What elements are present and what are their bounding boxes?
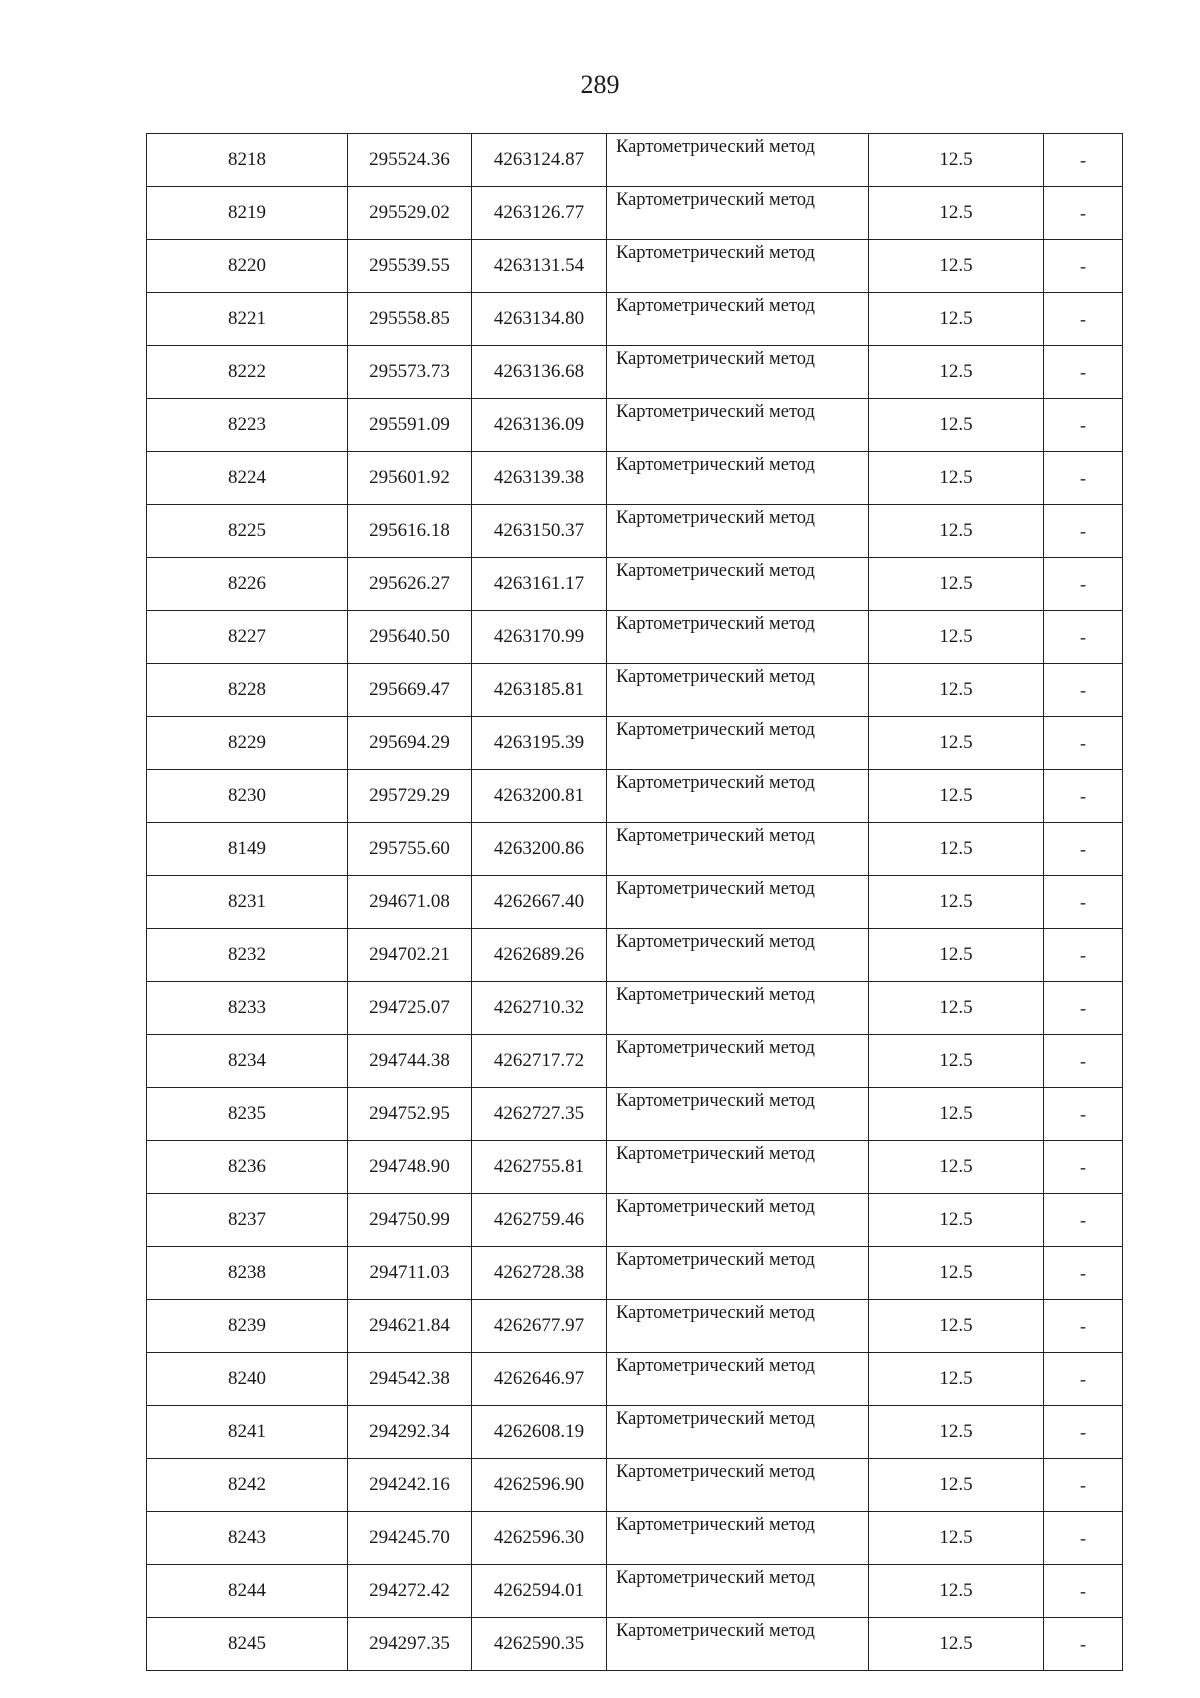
note-cell: -	[1044, 187, 1123, 240]
y-coordinate-cell: 4263200.81	[472, 770, 607, 823]
method-cell: Картометрический метод	[607, 1194, 869, 1247]
x-coordinate-cell: 294621.84	[348, 1300, 472, 1353]
accuracy-cell: 12.5	[869, 717, 1044, 770]
point-number-cell: 8227	[147, 611, 348, 664]
y-coordinate-cell: 4263126.77	[472, 187, 607, 240]
accuracy-cell: 12.5	[869, 399, 1044, 452]
point-number-cell: 8224	[147, 452, 348, 505]
note-cell: -	[1044, 452, 1123, 505]
method-cell: Картометрический метод	[607, 1088, 869, 1141]
table-row	[147, 1565, 1123, 1618]
accuracy-cell: 12.5	[869, 1459, 1044, 1512]
note-cell: -	[1044, 823, 1123, 876]
method-cell: Картометрический метод	[607, 929, 869, 982]
point-number-cell: 8222	[147, 346, 348, 399]
accuracy-cell: 12.5	[869, 187, 1044, 240]
point-number-cell: 8240	[147, 1353, 348, 1406]
accuracy-cell: 12.5	[869, 293, 1044, 346]
note-cell: -	[1044, 929, 1123, 982]
point-number-cell: 8232	[147, 929, 348, 982]
note-cell: -	[1044, 1194, 1123, 1247]
table-row	[147, 1512, 1123, 1565]
accuracy-cell: 12.5	[869, 134, 1044, 187]
note-cell: -	[1044, 1088, 1123, 1141]
method-cell: Картометрический метод	[607, 664, 869, 717]
x-coordinate-cell: 294748.90	[348, 1141, 472, 1194]
table-row	[147, 346, 1123, 399]
note-cell: -	[1044, 1406, 1123, 1459]
point-number-cell: 8225	[147, 505, 348, 558]
x-coordinate-cell: 295591.09	[348, 399, 472, 452]
note-cell: -	[1044, 399, 1123, 452]
y-coordinate-cell: 4262728.38	[472, 1247, 607, 1300]
x-coordinate-cell: 295539.55	[348, 240, 472, 293]
accuracy-cell: 12.5	[869, 929, 1044, 982]
x-coordinate-cell: 294752.95	[348, 1088, 472, 1141]
y-coordinate-cell: 4263136.68	[472, 346, 607, 399]
coordinates-table-body	[147, 134, 1123, 1671]
table-row	[147, 399, 1123, 452]
table-row	[147, 1353, 1123, 1406]
accuracy-cell: 12.5	[869, 1565, 1044, 1618]
y-coordinate-cell: 4263131.54	[472, 240, 607, 293]
note-cell: -	[1044, 1459, 1123, 1512]
method-cell: Картометрический метод	[607, 240, 869, 293]
accuracy-cell: 12.5	[869, 770, 1044, 823]
y-coordinate-cell: 4262646.97	[472, 1353, 607, 1406]
note-cell: -	[1044, 1300, 1123, 1353]
accuracy-cell: 12.5	[869, 452, 1044, 505]
point-number-cell: 8220	[147, 240, 348, 293]
x-coordinate-cell: 294272.42	[348, 1565, 472, 1618]
accuracy-cell: 12.5	[869, 876, 1044, 929]
note-cell: -	[1044, 134, 1123, 187]
x-coordinate-cell: 294725.07	[348, 982, 472, 1035]
x-coordinate-cell: 295558.85	[348, 293, 472, 346]
method-cell: Картометрический метод	[607, 1353, 869, 1406]
x-coordinate-cell: 295669.47	[348, 664, 472, 717]
x-coordinate-cell: 295529.02	[348, 187, 472, 240]
point-number-cell: 8241	[147, 1406, 348, 1459]
accuracy-cell: 12.5	[869, 664, 1044, 717]
point-number-cell: 8219	[147, 187, 348, 240]
x-coordinate-cell: 295694.29	[348, 717, 472, 770]
note-cell: -	[1044, 611, 1123, 664]
point-number-cell: 8229	[147, 717, 348, 770]
note-cell: -	[1044, 770, 1123, 823]
method-cell: Картометрический метод	[607, 876, 869, 929]
accuracy-cell: 12.5	[869, 1406, 1044, 1459]
y-coordinate-cell: 4262755.81	[472, 1141, 607, 1194]
method-cell: Картометрический метод	[607, 611, 869, 664]
y-coordinate-cell: 4262689.26	[472, 929, 607, 982]
x-coordinate-cell: 295626.27	[348, 558, 472, 611]
y-coordinate-cell: 4262608.19	[472, 1406, 607, 1459]
accuracy-cell: 12.5	[869, 346, 1044, 399]
table-row	[147, 717, 1123, 770]
accuracy-cell: 12.5	[869, 1512, 1044, 1565]
point-number-cell: 8226	[147, 558, 348, 611]
table-row	[147, 452, 1123, 505]
y-coordinate-cell: 4263200.86	[472, 823, 607, 876]
note-cell: -	[1044, 505, 1123, 558]
x-coordinate-cell: 294711.03	[348, 1247, 472, 1300]
note-cell: -	[1044, 293, 1123, 346]
point-number-cell: 8242	[147, 1459, 348, 1512]
page-number: 289	[580, 70, 620, 99]
table-row	[147, 611, 1123, 664]
accuracy-cell: 12.5	[869, 1035, 1044, 1088]
note-cell: -	[1044, 876, 1123, 929]
point-number-cell: 8218	[147, 134, 348, 187]
point-number-cell: 8233	[147, 982, 348, 1035]
point-number-cell: 8243	[147, 1512, 348, 1565]
note-cell: -	[1044, 664, 1123, 717]
y-coordinate-cell: 4262759.46	[472, 1194, 607, 1247]
table-row	[147, 876, 1123, 929]
accuracy-cell: 12.5	[869, 558, 1044, 611]
accuracy-cell: 12.5	[869, 823, 1044, 876]
accuracy-cell: 12.5	[869, 1141, 1044, 1194]
table-row	[147, 1406, 1123, 1459]
point-number-cell: 8238	[147, 1247, 348, 1300]
x-coordinate-cell: 294744.38	[348, 1035, 472, 1088]
point-number-cell: 8237	[147, 1194, 348, 1247]
y-coordinate-cell: 4263134.80	[472, 293, 607, 346]
point-number-cell: 8235	[147, 1088, 348, 1141]
point-number-cell: 8228	[147, 664, 348, 717]
method-cell: Картометрический метод	[607, 717, 869, 770]
table-row	[147, 134, 1123, 187]
y-coordinate-cell: 4262727.35	[472, 1088, 607, 1141]
x-coordinate-cell: 294292.34	[348, 1406, 472, 1459]
x-coordinate-cell: 295524.36	[348, 134, 472, 187]
method-cell: Картометрический метод	[607, 1300, 869, 1353]
note-cell: -	[1044, 346, 1123, 399]
note-cell: -	[1044, 1512, 1123, 1565]
accuracy-cell: 12.5	[869, 1194, 1044, 1247]
table-row	[147, 1088, 1123, 1141]
x-coordinate-cell: 294297.35	[348, 1618, 472, 1671]
y-coordinate-cell: 4262594.01	[472, 1565, 607, 1618]
point-number-cell: 8231	[147, 876, 348, 929]
x-coordinate-cell: 295616.18	[348, 505, 472, 558]
table-row	[147, 1194, 1123, 1247]
table-row	[147, 929, 1123, 982]
method-cell: Картометрический метод	[607, 399, 869, 452]
method-cell: Картометрический метод	[607, 1565, 869, 1618]
method-cell: Картометрический метод	[607, 187, 869, 240]
coordinates-table	[146, 133, 1123, 1671]
y-coordinate-cell: 4262667.40	[472, 876, 607, 929]
point-number-cell: 8234	[147, 1035, 348, 1088]
x-coordinate-cell: 295755.60	[348, 823, 472, 876]
accuracy-cell: 12.5	[869, 611, 1044, 664]
y-coordinate-cell: 4262596.30	[472, 1512, 607, 1565]
x-coordinate-cell: 295573.73	[348, 346, 472, 399]
method-cell: Картометрический метод	[607, 1618, 869, 1671]
x-coordinate-cell: 294542.38	[348, 1353, 472, 1406]
method-cell: Картометрический метод	[607, 558, 869, 611]
method-cell: Картометрический метод	[607, 505, 869, 558]
point-number-cell: 8239	[147, 1300, 348, 1353]
point-number-cell: 8230	[147, 770, 348, 823]
note-cell: -	[1044, 717, 1123, 770]
table-row	[147, 293, 1123, 346]
point-number-cell: 8236	[147, 1141, 348, 1194]
y-coordinate-cell: 4263170.99	[472, 611, 607, 664]
method-cell: Картометрический метод	[607, 1459, 869, 1512]
method-cell: Картометрический метод	[607, 452, 869, 505]
y-coordinate-cell: 4263195.39	[472, 717, 607, 770]
point-number-cell: 8245	[147, 1618, 348, 1671]
y-coordinate-cell: 4263124.87	[472, 134, 607, 187]
table-row	[147, 770, 1123, 823]
x-coordinate-cell: 294671.08	[348, 876, 472, 929]
note-cell: -	[1044, 1565, 1123, 1618]
point-number-cell: 8221	[147, 293, 348, 346]
table-row	[147, 1247, 1123, 1300]
table-row	[147, 1141, 1123, 1194]
method-cell: Картометрический метод	[607, 346, 869, 399]
note-cell: -	[1044, 1618, 1123, 1671]
y-coordinate-cell: 4262717.72	[472, 1035, 607, 1088]
note-cell: -	[1044, 1035, 1123, 1088]
note-cell: -	[1044, 1353, 1123, 1406]
y-coordinate-cell: 4263150.37	[472, 505, 607, 558]
note-cell: -	[1044, 240, 1123, 293]
method-cell: Картометрический метод	[607, 134, 869, 187]
note-cell: -	[1044, 1141, 1123, 1194]
method-cell: Картометрический метод	[607, 770, 869, 823]
y-coordinate-cell: 4262596.90	[472, 1459, 607, 1512]
method-cell: Картометрический метод	[607, 1512, 869, 1565]
y-coordinate-cell: 4263161.17	[472, 558, 607, 611]
x-coordinate-cell: 294750.99	[348, 1194, 472, 1247]
accuracy-cell: 12.5	[869, 505, 1044, 558]
x-coordinate-cell: 295640.50	[348, 611, 472, 664]
y-coordinate-cell: 4263139.38	[472, 452, 607, 505]
note-cell: -	[1044, 1247, 1123, 1300]
method-cell: Картометрический метод	[607, 293, 869, 346]
method-cell: Картометрический метод	[607, 1035, 869, 1088]
table-row	[147, 1618, 1123, 1671]
accuracy-cell: 12.5	[869, 982, 1044, 1035]
x-coordinate-cell: 295601.92	[348, 452, 472, 505]
x-coordinate-cell: 295729.29	[348, 770, 472, 823]
table-row	[147, 240, 1123, 293]
point-number-cell: 8223	[147, 399, 348, 452]
note-cell: -	[1044, 982, 1123, 1035]
x-coordinate-cell: 294245.70	[348, 1512, 472, 1565]
x-coordinate-cell: 294702.21	[348, 929, 472, 982]
table-row	[147, 664, 1123, 717]
method-cell: Картометрический метод	[607, 1141, 869, 1194]
point-number-cell: 8149	[147, 823, 348, 876]
method-cell: Картометрический метод	[607, 823, 869, 876]
y-coordinate-cell: 4262677.97	[472, 1300, 607, 1353]
accuracy-cell: 12.5	[869, 1088, 1044, 1141]
x-coordinate-cell: 294242.16	[348, 1459, 472, 1512]
accuracy-cell: 12.5	[869, 1300, 1044, 1353]
accuracy-cell: 12.5	[869, 1618, 1044, 1671]
y-coordinate-cell: 4262710.32	[472, 982, 607, 1035]
table-row	[147, 558, 1123, 611]
table-row	[147, 1459, 1123, 1512]
accuracy-cell: 12.5	[869, 240, 1044, 293]
table-row	[147, 982, 1123, 1035]
table-row	[147, 505, 1123, 558]
y-coordinate-cell: 4263185.81	[472, 664, 607, 717]
table-row	[147, 823, 1123, 876]
y-coordinate-cell: 4263136.09	[472, 399, 607, 452]
method-cell: Картометрический метод	[607, 1406, 869, 1459]
accuracy-cell: 12.5	[869, 1247, 1044, 1300]
method-cell: Картометрический метод	[607, 1247, 869, 1300]
table-row	[147, 187, 1123, 240]
table-row	[147, 1300, 1123, 1353]
method-cell: Картометрический метод	[607, 982, 869, 1035]
table-row	[147, 1035, 1123, 1088]
accuracy-cell: 12.5	[869, 1353, 1044, 1406]
note-cell: -	[1044, 558, 1123, 611]
y-coordinate-cell: 4262590.35	[472, 1618, 607, 1671]
point-number-cell: 8244	[147, 1565, 348, 1618]
